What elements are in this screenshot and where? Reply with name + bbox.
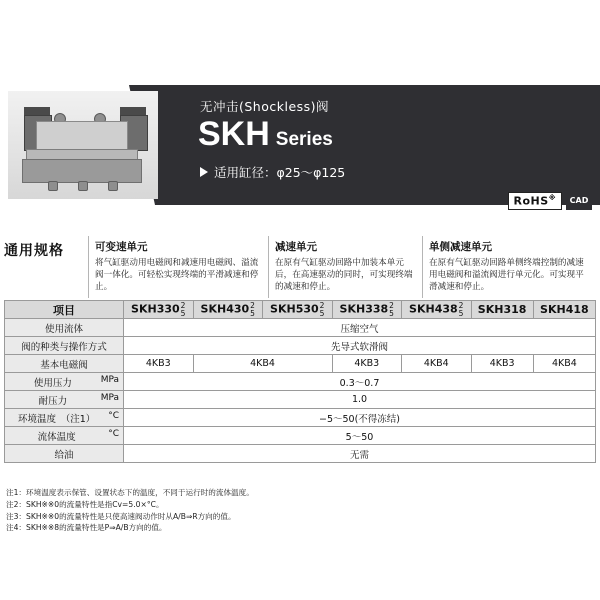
valve-port-3 bbox=[108, 181, 118, 191]
product-photo bbox=[8, 91, 158, 199]
model-sup-top: 2 bbox=[389, 301, 394, 310]
rohs-badge bbox=[508, 192, 562, 210]
description-body: 将气缸驱动用电磁阀和减速用电磁阀、溢流阀一体化。可轻松实现终端的平滑减速和停止。 bbox=[95, 258, 259, 293]
model-sup bbox=[459, 302, 464, 317]
model-sup bbox=[320, 302, 325, 317]
model-sup-top: 2 bbox=[250, 301, 255, 310]
model-sup-top: 2 bbox=[180, 301, 186, 310]
valve-coil-top-right bbox=[120, 107, 146, 115]
row-label-text: 流体温度 bbox=[37, 431, 76, 443]
row-value: 0.3～0.7 bbox=[124, 373, 596, 391]
model-base: SKH330 bbox=[131, 302, 180, 316]
model-sup bbox=[250, 302, 255, 317]
cad-badge-text: CAD bbox=[569, 195, 589, 205]
row-value: 4KB3 bbox=[124, 355, 194, 373]
model-base: SKH430 bbox=[200, 302, 250, 316]
header-title-series: Series bbox=[275, 129, 333, 150]
valve-coil-top-left bbox=[24, 107, 50, 115]
description-row bbox=[88, 236, 596, 298]
model-base: SKH530 bbox=[270, 302, 319, 316]
model-sup-bottom: 5 bbox=[180, 308, 186, 318]
model-base: SKH338 bbox=[339, 302, 389, 316]
table-row-coil bbox=[5, 355, 596, 373]
header-bullet bbox=[200, 163, 345, 181]
table-header-model bbox=[402, 301, 472, 319]
model-sup bbox=[389, 302, 394, 317]
row-unit: °C bbox=[108, 428, 119, 439]
model-base: SKH318 bbox=[477, 303, 527, 316]
row-value: 4KB4 bbox=[402, 355, 472, 373]
model-sup bbox=[181, 302, 186, 317]
row-value: 5～50 bbox=[124, 427, 596, 445]
row-unit: MPa bbox=[100, 392, 119, 403]
row-value: 4KB3 bbox=[471, 355, 533, 373]
model-sup-top: 2 bbox=[458, 301, 464, 310]
table-header-model bbox=[124, 301, 194, 319]
row-label: 阀的种类与操作方式 bbox=[5, 337, 124, 355]
note-line: 注2：SKH※※0的流量特性是指Cv=5.0×°C。 bbox=[6, 499, 164, 509]
row-label: 给油 bbox=[5, 445, 124, 463]
cad-badge bbox=[566, 190, 592, 210]
table-row bbox=[5, 445, 596, 463]
specification-table-body bbox=[5, 301, 596, 463]
row-label-text: 环境温度 （注1） bbox=[17, 413, 96, 425]
note-line: 注4：SKH※※8的流量特性是P⇒A/B方向的值。 bbox=[6, 523, 167, 533]
row-label bbox=[5, 409, 124, 427]
header-bullet-text: 适用缸径：φ25～φ125 bbox=[214, 165, 346, 180]
table-row bbox=[5, 337, 596, 355]
model-sup-bottom: 5 bbox=[250, 308, 255, 318]
table-row bbox=[5, 409, 596, 427]
row-value: 压缩空气 bbox=[124, 319, 596, 337]
row-value: 4KB3 bbox=[332, 355, 402, 373]
description-cell-deceleration bbox=[268, 236, 422, 298]
header-title-model: SKH bbox=[198, 115, 270, 153]
row-label: 使用流体 bbox=[5, 319, 124, 337]
specification-table bbox=[4, 300, 596, 463]
table-header-model bbox=[263, 301, 333, 319]
row-value: 4KB4 bbox=[533, 355, 595, 373]
table-header-model bbox=[471, 301, 533, 319]
table-header-model bbox=[193, 301, 263, 319]
general-spec-title: 通用规格 bbox=[4, 243, 64, 259]
table-header-model bbox=[533, 301, 595, 319]
triangle-bullet-icon bbox=[200, 167, 208, 177]
valve-port-2 bbox=[78, 181, 88, 191]
row-label: 基本电磁阀 bbox=[5, 355, 124, 373]
table-header-item: 项目 bbox=[5, 301, 124, 319]
note-line: 注1：环境温度表示保管、设置状态下的温度，不同于运行时的流体温度。 bbox=[6, 488, 254, 497]
row-label bbox=[5, 427, 124, 445]
description-body: 在原有气缸驱动回路单侧终端控制的减速用电磁阀和溢流阀进行单元化。可实现平滑减速和停止。 bbox=[429, 258, 584, 293]
row-label bbox=[5, 373, 124, 391]
valve-port-1 bbox=[48, 181, 58, 191]
table-row bbox=[5, 319, 596, 337]
table-row bbox=[5, 373, 596, 391]
table-header-row bbox=[5, 301, 596, 319]
model-sup-bottom: 5 bbox=[319, 308, 325, 318]
description-cell-single-side bbox=[422, 236, 596, 298]
model-base: SKH418 bbox=[540, 303, 589, 316]
model-base: SKH438 bbox=[409, 302, 458, 316]
model-sup-bottom: 5 bbox=[389, 308, 394, 318]
rohs-badge-sup: ※ bbox=[548, 194, 556, 203]
description-heading: 单侧减速单元 bbox=[429, 241, 492, 253]
model-sup-bottom: 5 bbox=[458, 308, 464, 318]
row-label-text: 耐压力 bbox=[38, 395, 68, 407]
table-row bbox=[5, 391, 596, 409]
badge-group bbox=[508, 190, 592, 210]
row-value: 1.0 bbox=[124, 391, 596, 409]
row-unit: °C bbox=[108, 410, 119, 421]
description-heading: 减速单元 bbox=[275, 241, 317, 253]
description-heading: 可变速单元 bbox=[95, 241, 148, 253]
row-label-text: 使用压力 bbox=[33, 377, 72, 389]
row-value: 4KB4 bbox=[193, 355, 332, 373]
table-row bbox=[5, 427, 596, 445]
description-body: 在原有气缸驱动回路中加装本单元后，在高速驱动的同时，可实现终端的减速和停止。 bbox=[275, 258, 413, 293]
note-line: 注3：SKH※※0的流量特性是只使高速阀动作时从A/B⇒R方向的值。 bbox=[6, 511, 236, 521]
header-title bbox=[198, 115, 333, 154]
notes-block bbox=[6, 487, 586, 534]
model-sup-top: 2 bbox=[319, 301, 325, 310]
valve-manifold bbox=[22, 159, 142, 183]
row-unit: MPa bbox=[100, 374, 119, 385]
header-subtitle: 无冲击(Shockless)阀 bbox=[200, 99, 330, 114]
table-header-model bbox=[332, 301, 402, 319]
row-label bbox=[5, 391, 124, 409]
row-value: 先导式软滑阀 bbox=[124, 337, 596, 355]
product-header bbox=[0, 85, 600, 205]
description-cell-variable-speed bbox=[88, 236, 268, 298]
rohs-badge-text: RoHS bbox=[513, 195, 549, 208]
row-value: 无需 bbox=[124, 445, 596, 463]
row-value: −5～50(不得冻结) bbox=[124, 409, 596, 427]
